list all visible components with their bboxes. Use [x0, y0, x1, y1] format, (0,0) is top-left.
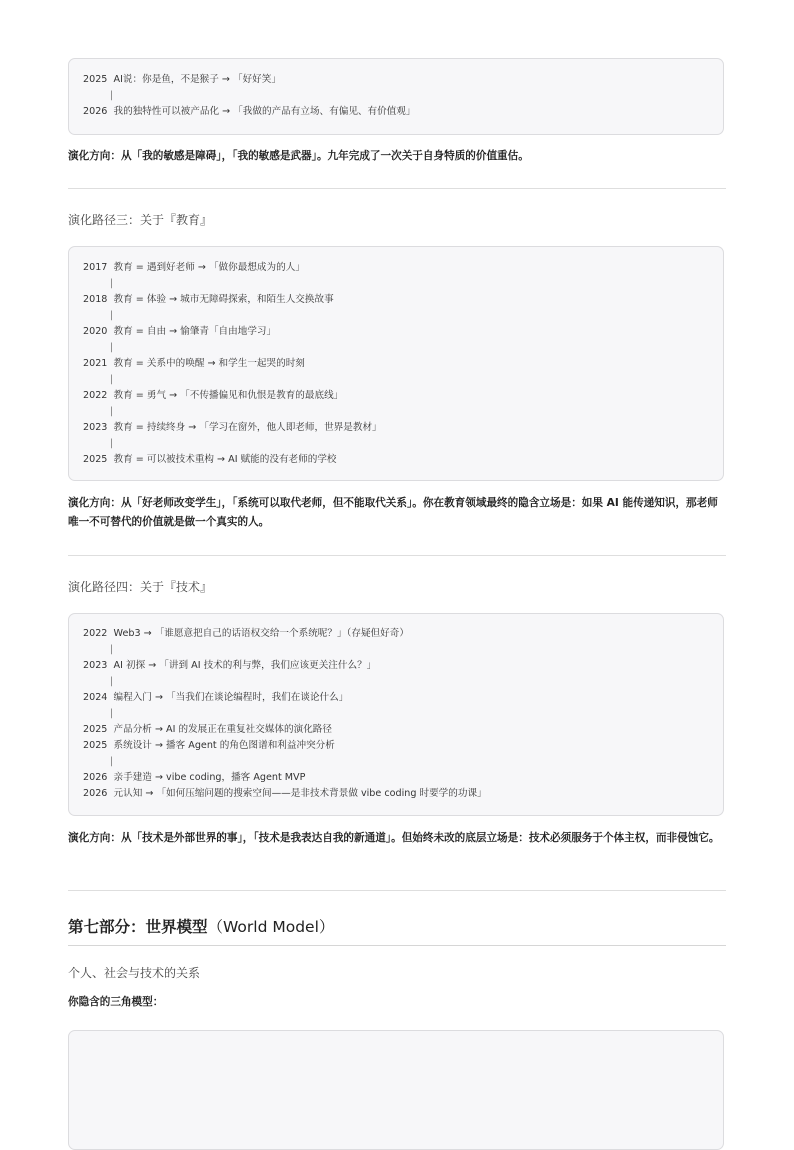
- subheading-relations: 个人、社会与技术的关系: [68, 966, 201, 980]
- divider: [68, 188, 726, 189]
- part-seven-title: [68, 917, 334, 937]
- section-heading-tech: 演化路径四：关于『技术』: [68, 580, 213, 594]
- code-line: 2022 Web3 → 「谁愿意把自己的话语权交给一个系统呢？」（存疑但好奇）: [83, 628, 409, 639]
- timeline-pipe: |: [110, 278, 114, 289]
- timeline-pipe: |: [110, 438, 114, 449]
- timeline-pipe: |: [110, 374, 114, 385]
- direction-paragraph-self: 演化方向：从「我的敏感是障碍」，「我的敏感是武器」。九年完成了一次关于自身特质的价值重估。: [68, 150, 529, 162]
- divider: [68, 890, 726, 891]
- timeline-pipe: |: [110, 644, 114, 655]
- timeline-pipe: |: [110, 90, 114, 101]
- code-line: 2026 元认知 → 「如何压缩问题的搜索空间——是非技术背景做 vibe coding 时要学的功课」: [83, 788, 487, 799]
- code-line: 2024 编程入门 → 「当我们在谈论编程时，我们在谈论什么」: [83, 692, 349, 703]
- direction-paragraph-education: 演化方向：从「好老师改变学生」，「系统可以取代老师，但不能取代关系」。你在教育领域最终的隐含立场是：如果 AI 能传递知识，那老师唯一不可替代的价值就是做一个真实的人。: [68, 497, 718, 528]
- code-line: 2020 教育 = 自由 → 愉肇青「自由地学习」: [83, 326, 277, 337]
- code-line: 2023 AI 初探 → 「讲到 AI 技术的利与弊，我们应该更关注什么？」: [83, 660, 377, 671]
- code-line: 2025 产品分析 → AI 的发展正在重复社交媒体的演化路径: [83, 724, 332, 735]
- direction-paragraph-tech: 演化方向：从「技术是外部世界的事」，「技术是我表达自我的新通道」。但始终未改的底层立场是：技术必须服务于个体主权，而非侵蚀它。: [68, 832, 720, 844]
- code-line: 2021 教育 = 关系中的唤醒 → 和学生一起哭的时刻: [83, 358, 305, 369]
- code-block-self: [68, 58, 724, 135]
- timeline-pipe: |: [110, 310, 114, 321]
- timeline-pipe: |: [110, 342, 114, 353]
- code-line: 2017 教育 = 遇到好老师 → 「做你最想成为的人」: [83, 262, 305, 273]
- code-line: 2025 教育 = 可以被技术重构 → AI 赋能的没有老师的学校: [83, 454, 337, 465]
- code-line: 2026 我的独特性可以被产品化 → 「我做的产品有立场、有偏见、有价值观」: [83, 106, 416, 117]
- timeline-pipe: |: [110, 406, 114, 417]
- code-block-triangle: [68, 1030, 724, 1150]
- code-line: 2018 教育 = 体验 → 城市无障碍探索，和陌生人交换故事: [83, 294, 334, 305]
- code-line: 2023 教育 = 持续终身 → 「学习在窗外，他人即老师，世界是教材」: [83, 422, 382, 433]
- section-heading-education: 演化路径三：关于『教育』: [68, 213, 213, 227]
- divider: [68, 555, 726, 556]
- timeline-pipe: |: [110, 756, 114, 767]
- part-seven-title-text: 第七部分：世界模型: [68, 918, 208, 936]
- part-seven-title-en: （World Model）: [207, 918, 335, 936]
- code-line: 2022 教育 = 勇气 → 「不传播偏见和仇恨是教育的最底线」: [83, 390, 344, 401]
- timeline-pipe: |: [110, 676, 114, 687]
- code-block-education: [68, 246, 724, 481]
- timeline-pipe: |: [110, 708, 114, 719]
- code-line: 2025 系统设计 → 播客 Agent 的角色图谱和利益冲突分析: [83, 740, 335, 751]
- code-line: 2026 亲手建造 → vibe coding，播客 Agent MVP: [83, 772, 306, 783]
- lead-paragraph-triangle: 你隐含的三角模型：: [68, 996, 164, 1008]
- code-line: 2025 AI说：你是鱼，不是猴子 → 「好好笑」: [83, 74, 281, 85]
- code-block-tech: [68, 613, 724, 816]
- divider: [68, 945, 726, 946]
